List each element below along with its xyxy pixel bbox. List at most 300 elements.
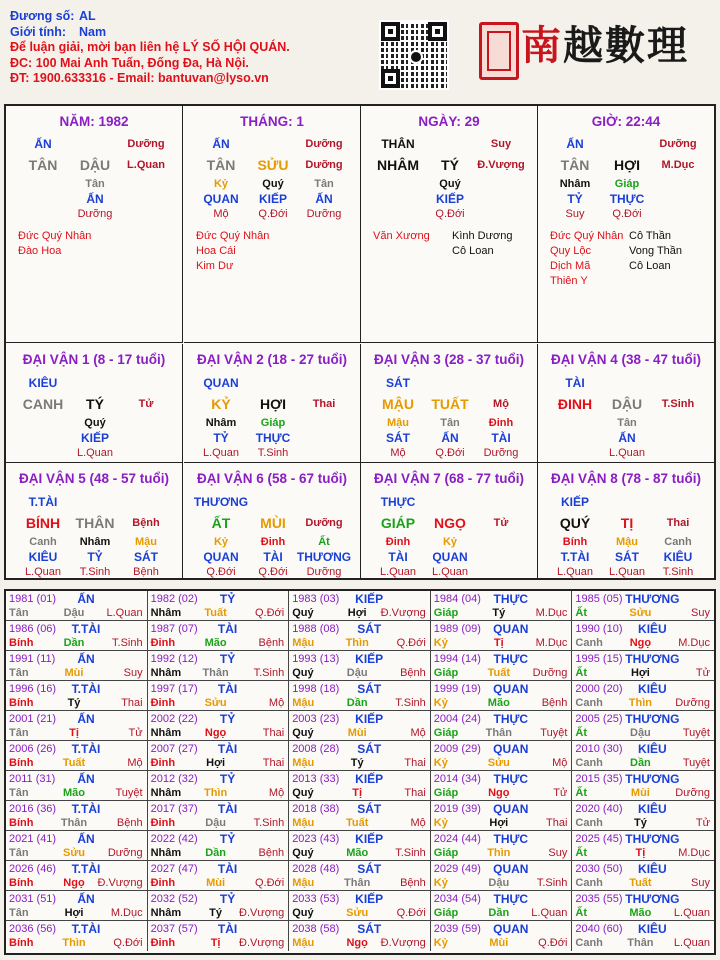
hidden-stage: Q.Đới: [206, 566, 236, 578]
annual-stem: Giáp: [433, 667, 459, 679]
annual-cell: [431, 921, 573, 951]
annual-stage: M.Dục: [535, 637, 568, 649]
pillar-cell: [6, 106, 183, 343]
annual-year: 2036 (56): [9, 923, 57, 935]
pillar-cell: [361, 106, 538, 343]
annual-stage: M.Dục: [678, 637, 710, 649]
annual-god: THƯƠNG: [625, 652, 680, 666]
annual-year: 2038 (58): [292, 923, 340, 935]
annual-stage: Bệnh: [400, 877, 426, 889]
annual-year: 1999 (19): [433, 683, 481, 695]
annual-branch: Dần: [205, 847, 226, 859]
qr-center-logo: [409, 50, 423, 64]
brand-char: 數: [605, 22, 647, 69]
annual-branch: Mùi: [206, 877, 226, 889]
annual-branch: Dậu: [630, 727, 651, 739]
annual-stem: Đinh: [150, 757, 176, 769]
auspicious-star: Đào Hoa: [18, 245, 62, 257]
auspicious-star: Đức Quý Nhân: [18, 230, 92, 242]
annual-stage: T.Sinh: [253, 817, 285, 829]
annual-year: 2028 (48): [292, 863, 340, 875]
annual-god: KIÊU: [638, 862, 667, 876]
annual-cell: [431, 771, 573, 801]
hidden-stage: L.Quan: [24, 566, 62, 578]
annual-stem: Giáp: [433, 607, 459, 619]
annual-god: THỰC: [493, 772, 529, 786]
dai-van-branch-stage: Mộ: [493, 398, 509, 410]
annual-stem: Tân: [9, 787, 29, 799]
annual-branch: Mùi: [347, 727, 367, 739]
annual-year: 1998 (18): [292, 683, 340, 695]
annual-branch: Mùi: [630, 787, 650, 799]
annual-branch: Sửu: [62, 847, 86, 859]
dai-van-stem: ĐINH: [557, 396, 593, 412]
annual-branch: Tý: [350, 757, 364, 769]
annual-year: 2031 (51): [9, 893, 57, 905]
annual-year: 2022 (42): [150, 833, 198, 845]
annual-god: T.TÀI: [71, 802, 101, 816]
annual-year: 1992 (12): [150, 653, 198, 665]
annual-cell: [431, 621, 573, 651]
annual-year: 2029 (49): [433, 863, 481, 875]
annual-stem: Quý: [292, 907, 314, 919]
annual-stage: Đ.Vượng: [239, 907, 285, 919]
annual-cell: [572, 861, 714, 891]
annual-stem: Đinh: [150, 697, 176, 709]
hidden-stem: Quý: [262, 178, 284, 190]
annual-branch: Hợi: [206, 757, 226, 769]
pillar-title: GIỜ: 22:44: [591, 114, 661, 129]
annual-stem: Mậu: [292, 817, 315, 829]
annual-god: THƯƠNG: [625, 712, 680, 726]
auspicious-star: Đức Quý Nhân: [196, 230, 270, 242]
annual-branch: Tị: [635, 847, 646, 859]
hidden-god: ẤN: [441, 431, 459, 445]
annual-year: 2023 (43): [292, 833, 340, 845]
annual-stage: Đ.Vượng: [97, 877, 143, 889]
annual-cell: [431, 681, 573, 711]
dai-van-branch-stage: T.Sinh: [661, 398, 695, 410]
annual-god: TỶ: [219, 712, 236, 726]
annual-stem: Đinh: [150, 877, 176, 889]
annual-stem: Tân: [9, 607, 29, 619]
annual-stem: Canh: [575, 937, 603, 949]
annual-year: 2039 (59): [433, 923, 481, 935]
pillar-branch: HỢI: [614, 157, 640, 173]
annual-god: KIẾP: [355, 652, 384, 666]
annual-god: SÁT: [357, 862, 382, 876]
hidden-stem: Giáp: [614, 178, 640, 190]
dai-van-top-god: THỰC: [380, 495, 416, 509]
brand-char: 南: [521, 22, 563, 69]
annual-cell: [6, 711, 148, 741]
qr-code-icon: [379, 20, 449, 90]
annual-stage: T.Sinh: [536, 877, 568, 889]
annual-cell: [572, 651, 714, 681]
annual-cell: [148, 711, 290, 741]
annual-cell: [289, 801, 431, 831]
annual-branch: Tuất: [204, 607, 227, 619]
pillar-top-stage: Suy: [490, 138, 512, 150]
dai-van-top-god: THƯƠNG: [193, 495, 249, 509]
annual-stem: Mậu: [292, 757, 315, 769]
auspicious-star: Kim Dư: [196, 260, 234, 272]
annual-stem: Canh: [575, 757, 603, 769]
other-star: Vong Thần: [629, 245, 683, 257]
other-star: Cô Loan: [452, 245, 494, 257]
annual-stage: Mộ: [127, 757, 143, 769]
dai-van-title: ĐẠI VẬN 6 (58 - 67 tuổi): [196, 471, 348, 486]
auspicious-star: Đức Quý Nhân: [550, 230, 624, 242]
annual-cell: [6, 861, 148, 891]
annual-cell: [431, 711, 573, 741]
annual-stem: Kỷ: [433, 937, 448, 949]
pillar-stem: TÂN: [206, 157, 236, 173]
dai-van-title: ĐẠI VẬN 3 (28 - 37 tuổi): [373, 352, 525, 367]
annual-stage: Suy: [123, 667, 143, 679]
pillar-top-stage: Dưỡng: [659, 138, 697, 150]
dai-van-branch-stage: Tử: [493, 517, 509, 529]
annual-branch: Hợi: [489, 817, 509, 829]
four-pillars-board: [4, 104, 716, 580]
annual-cell: [6, 831, 148, 861]
annual-god: THƯƠNG: [625, 772, 680, 786]
annual-year: 2010 (30): [575, 743, 623, 755]
annual-cell: [289, 831, 431, 861]
annual-god: THƯƠNG: [625, 592, 680, 606]
hidden-god: THƯƠNG: [296, 550, 352, 564]
hidden-stem: Kỷ: [442, 536, 458, 548]
annual-stem: Đinh: [150, 637, 176, 649]
annual-year: 2003 (23): [292, 713, 340, 725]
annual-stage: Q.Đới: [254, 607, 285, 619]
annual-stem: Ất: [575, 727, 587, 739]
subject-gender-row: [10, 25, 290, 41]
annual-year: 2017 (37): [150, 803, 198, 815]
annual-stage: Dưỡng: [675, 697, 710, 709]
annual-branch: Tý: [492, 607, 506, 619]
annual-stage: Thai: [121, 697, 143, 709]
dai-van-top-god: SÁT: [386, 376, 410, 390]
annual-branch: Tuất: [487, 667, 510, 679]
annual-year: 2035 (55): [575, 893, 623, 905]
auspicious-star: Dịch Mã: [550, 260, 591, 272]
annual-cell: [289, 891, 431, 921]
annual-year: 1996 (16): [9, 683, 57, 695]
annual-cell: [148, 621, 290, 651]
annual-year: 2002 (22): [150, 713, 198, 725]
annual-cell: [6, 801, 148, 831]
annual-branch: Mão: [63, 787, 85, 799]
annual-stem: Đinh: [150, 817, 176, 829]
annual-stage: Thai: [404, 757, 426, 769]
annual-stem: Quý: [292, 667, 314, 679]
annual-branch: Dần: [63, 637, 85, 649]
annual-stage: Thai: [262, 727, 285, 739]
hidden-stage: Q.Đới: [612, 208, 642, 220]
qr-finder: [381, 69, 400, 88]
hidden-stem: Ất: [318, 536, 330, 548]
annual-year: 2006 (26): [9, 743, 57, 755]
hidden-stem: Đinh: [385, 536, 411, 548]
annual-cell: [148, 861, 290, 891]
other-star: Cô Thần: [629, 230, 671, 242]
annual-branch: Mão: [346, 847, 369, 859]
annual-cell: [148, 771, 290, 801]
annual-stem: Nhâm: [150, 727, 182, 739]
dai-van-branch: MÙI: [260, 515, 286, 531]
annual-stem: Mậu: [292, 697, 315, 709]
subject-info: [10, 9, 290, 87]
annual-stage: L.Quan: [531, 907, 568, 919]
annual-stage: Tuyệt: [540, 727, 568, 739]
annual-stage: Bệnh: [258, 847, 285, 859]
hidden-stage: L.Quan: [379, 566, 417, 578]
annual-god: TÀI: [217, 622, 238, 636]
pillar-branch: SỬU: [257, 157, 289, 173]
annual-god: SÁT: [357, 622, 382, 636]
annual-god: TÀI: [217, 682, 238, 696]
annual-stage: Suy: [691, 877, 710, 889]
annual-god: KIÊU: [638, 922, 667, 936]
annual-year: 2014 (34): [433, 773, 481, 785]
annual-cell: [431, 861, 573, 891]
annual-god: QUAN: [493, 922, 529, 936]
annual-god: QUAN: [493, 802, 529, 816]
annual-god: ẤN: [77, 772, 95, 786]
annual-god: ẤN: [77, 712, 95, 726]
hidden-god: KIẾP: [80, 431, 110, 445]
annual-year: 2033 (53): [292, 893, 340, 905]
hidden-stage: Bệnh: [133, 566, 159, 578]
dai-van-cell: [361, 344, 538, 463]
dai-van-branch: HỢI: [260, 396, 286, 412]
hidden-stage: Mộ: [213, 208, 229, 220]
annual-god: QUAN: [493, 682, 529, 696]
annual-year: 2025 (45): [575, 833, 623, 845]
annual-stem: Ất: [575, 787, 587, 799]
hidden-stage: Dưỡng: [306, 208, 342, 220]
annual-year: 2024 (44): [433, 833, 481, 845]
pillar-stem: TÂN: [28, 157, 58, 173]
hidden-god: TÀI: [388, 550, 408, 564]
annual-year: 1989 (09): [433, 623, 481, 635]
dai-van-title: ĐẠI VẬN 5 (48 - 57 tuổi): [18, 471, 170, 486]
annual-cell: [289, 921, 431, 951]
hidden-stage: L.Quan: [202, 447, 240, 459]
hidden-stem: Nhâm: [79, 536, 111, 548]
annual-cell: [289, 681, 431, 711]
dai-van-title: ĐẠI VẬN 2 (18 - 27 tuổi): [196, 352, 348, 367]
annual-branch: Mão: [629, 907, 652, 919]
annual-stage: L.Quan: [673, 907, 710, 919]
pillar-branch-stage: Đ.Vượng: [477, 159, 525, 171]
annual-god: KIẾP: [355, 892, 384, 906]
annual-cell: [572, 801, 714, 831]
annual-stage: Mộ: [410, 817, 426, 829]
annual-branch: Hợi: [630, 667, 650, 679]
annual-god: TÀI: [217, 802, 238, 816]
dai-van-branch: DẬU: [611, 396, 643, 412]
hidden-stem: Tân: [617, 417, 637, 429]
dai-van-stem: CANH: [22, 396, 64, 412]
hidden-stem: Mậu: [616, 536, 638, 548]
annual-year: 2027 (47): [150, 863, 198, 875]
dai-van-stem: QUÝ: [559, 515, 591, 531]
dai-van-title: ĐẠI VẬN 7 (68 - 77 tuổi): [373, 471, 525, 486]
annual-god: ẤN: [77, 592, 95, 606]
hidden-stem: Kỷ: [213, 536, 229, 548]
annual-stage: Tử: [553, 787, 568, 799]
annual-god: KIÊU: [638, 742, 667, 756]
annual-branch: Tuất: [629, 877, 652, 889]
hidden-stage: L.Quan: [608, 566, 646, 578]
annual-year: 1988 (08): [292, 623, 340, 635]
annual-stage: Tuyệt: [682, 757, 710, 769]
annual-stage: Bệnh: [541, 697, 568, 709]
annual-year: 2000 (20): [575, 683, 623, 695]
annual-god: TỶ: [219, 832, 236, 846]
annual-stage: L.Quan: [673, 937, 710, 949]
annual-god: T.TÀI: [71, 742, 101, 756]
contact-line-intro: Để luận giải, mời bạn liên hệ LÝ SỐ HỘI QUÁN.: [10, 40, 290, 55]
annual-stem: Kỷ: [433, 757, 448, 769]
annual-stem: Nhâm: [150, 607, 182, 619]
annual-year: 1987 (07): [150, 623, 198, 635]
annual-year: 2008 (28): [292, 743, 340, 755]
annual-cell: [572, 681, 714, 711]
hidden-stem: Nhâm: [205, 417, 237, 429]
annual-branch: Mùi: [64, 667, 84, 679]
dai-van-stem: MẬU: [382, 396, 414, 412]
annual-year: 1984 (04): [433, 593, 481, 605]
hidden-stem: Tân: [85, 178, 105, 190]
annual-stem: Nhâm: [150, 907, 182, 919]
annual-stem: Tân: [9, 907, 29, 919]
annual-year: 2016 (36): [9, 803, 57, 815]
annual-stem: Quý: [292, 847, 314, 859]
annual-god: TỶ: [219, 892, 236, 906]
annual-stage: Q.Đới: [396, 907, 426, 919]
annual-stem: Kỷ: [433, 697, 448, 709]
annual-branch: Dần: [346, 697, 368, 709]
annual-stem: Mậu: [292, 637, 315, 649]
annual-branch: Mão: [204, 637, 227, 649]
annual-stage: Q.Đới: [113, 937, 143, 949]
hidden-stem: Nhâm: [559, 178, 591, 190]
annual-branch: Thân: [202, 667, 229, 679]
hidden-stage: L.Quan: [76, 447, 114, 459]
annual-branch: Thân: [627, 937, 654, 949]
hidden-god: QUAN: [203, 550, 239, 564]
annual-god: QUAN: [493, 862, 529, 876]
hidden-stage: Q.Đới: [435, 447, 465, 459]
annual-year: 2026 (46): [9, 863, 57, 875]
annual-stage: Tử: [695, 817, 710, 829]
pillar-stem: NHÂM: [377, 157, 419, 173]
annual-branch: Thân: [344, 877, 371, 889]
seal-inner: [487, 31, 511, 71]
annual-god: THỰC: [493, 652, 529, 666]
dai-van-stem: KỶ: [211, 396, 231, 412]
annual-branch: Dậu: [63, 607, 85, 619]
dai-van-branch-stage: Thai: [666, 517, 690, 529]
hidden-stem: Canh: [29, 536, 57, 548]
annual-branch: Ngọ: [629, 637, 652, 649]
annual-branch: Hợi: [347, 607, 367, 619]
annual-branch: Tý: [209, 907, 223, 919]
annual-stage: Suy: [691, 607, 710, 619]
hidden-stage: Dưỡng: [483, 447, 519, 459]
annual-branch: Tuất: [62, 757, 86, 769]
annual-year: 1985 (05): [575, 593, 623, 605]
dai-van-title: ĐẠI VẬN 1 (8 - 17 tuổi): [22, 352, 166, 367]
hidden-stage: T.Sinh: [662, 566, 694, 578]
annual-year: 1983 (03): [292, 593, 340, 605]
annual-stem: Nhâm: [150, 667, 182, 679]
annual-year: 1990 (10): [575, 623, 623, 635]
qr-finder: [381, 22, 400, 41]
hidden-god: KIÊU: [663, 550, 693, 564]
hidden-stem: Quý: [84, 417, 106, 429]
brand-title: [521, 14, 689, 71]
contact-line-address: ĐC: 100 Mai Anh Tuấn, Đống Đa, Hà Nội.: [10, 55, 249, 70]
annual-stem: Bính: [9, 817, 34, 829]
hidden-stem: Quý: [439, 178, 461, 190]
annual-cell: [289, 771, 431, 801]
dai-van-title: ĐẠI VẬN 8 (78 - 87 tuổi): [550, 471, 702, 486]
annual-branch: Ngọ: [63, 877, 85, 889]
annual-branch: Thìn: [487, 847, 511, 859]
annual-god: T.TÀI: [71, 682, 101, 696]
annual-stage: T.Sinh: [395, 697, 426, 709]
dai-van-cell: [538, 463, 714, 580]
hidden-stage: Q.Đới: [435, 208, 465, 220]
subject-gender-value: Nam: [79, 24, 107, 39]
annual-year: 2030 (50): [575, 863, 623, 875]
other-star: Cô Loan: [629, 260, 671, 272]
hidden-god: KIÊU: [28, 550, 58, 564]
red-seal-icon: [479, 22, 519, 80]
annual-cell: [289, 621, 431, 651]
annual-god: TỶ: [219, 652, 236, 666]
dai-van-top-god: KIẾP: [560, 495, 590, 509]
dai-van-branch-stage: Bệnh: [132, 517, 160, 529]
annual-god: KIẾP: [355, 592, 384, 606]
annual-branch: Ngọ: [488, 787, 510, 799]
dai-van-branch: TỊ: [620, 515, 634, 531]
annual-stem: Tân: [9, 847, 29, 859]
annual-god: TÀI: [217, 742, 238, 756]
annual-cell: [431, 741, 573, 771]
pillar-title: NGÀY: 29: [418, 114, 480, 129]
annual-stem: Bính: [9, 637, 34, 649]
qr-finder: [428, 22, 447, 41]
pillar-top-stage: Dưỡng: [305, 138, 343, 150]
annual-stage: T.Sinh: [395, 847, 426, 859]
annual-stem: Kỷ: [433, 637, 448, 649]
annual-branch: Sửu: [629, 607, 652, 619]
annual-stage: Tử: [128, 727, 143, 739]
hidden-god: TỶ: [213, 431, 229, 445]
annual-year: 1986 (06): [9, 623, 57, 635]
annual-stem: Quý: [292, 727, 314, 739]
annual-cell: [572, 711, 714, 741]
annual-branch: Tuất: [345, 817, 369, 829]
annual-branch: Tý: [67, 697, 81, 709]
annual-stage: Mộ: [268, 787, 285, 799]
pillar-branch-stage: L.Quan: [127, 159, 165, 171]
